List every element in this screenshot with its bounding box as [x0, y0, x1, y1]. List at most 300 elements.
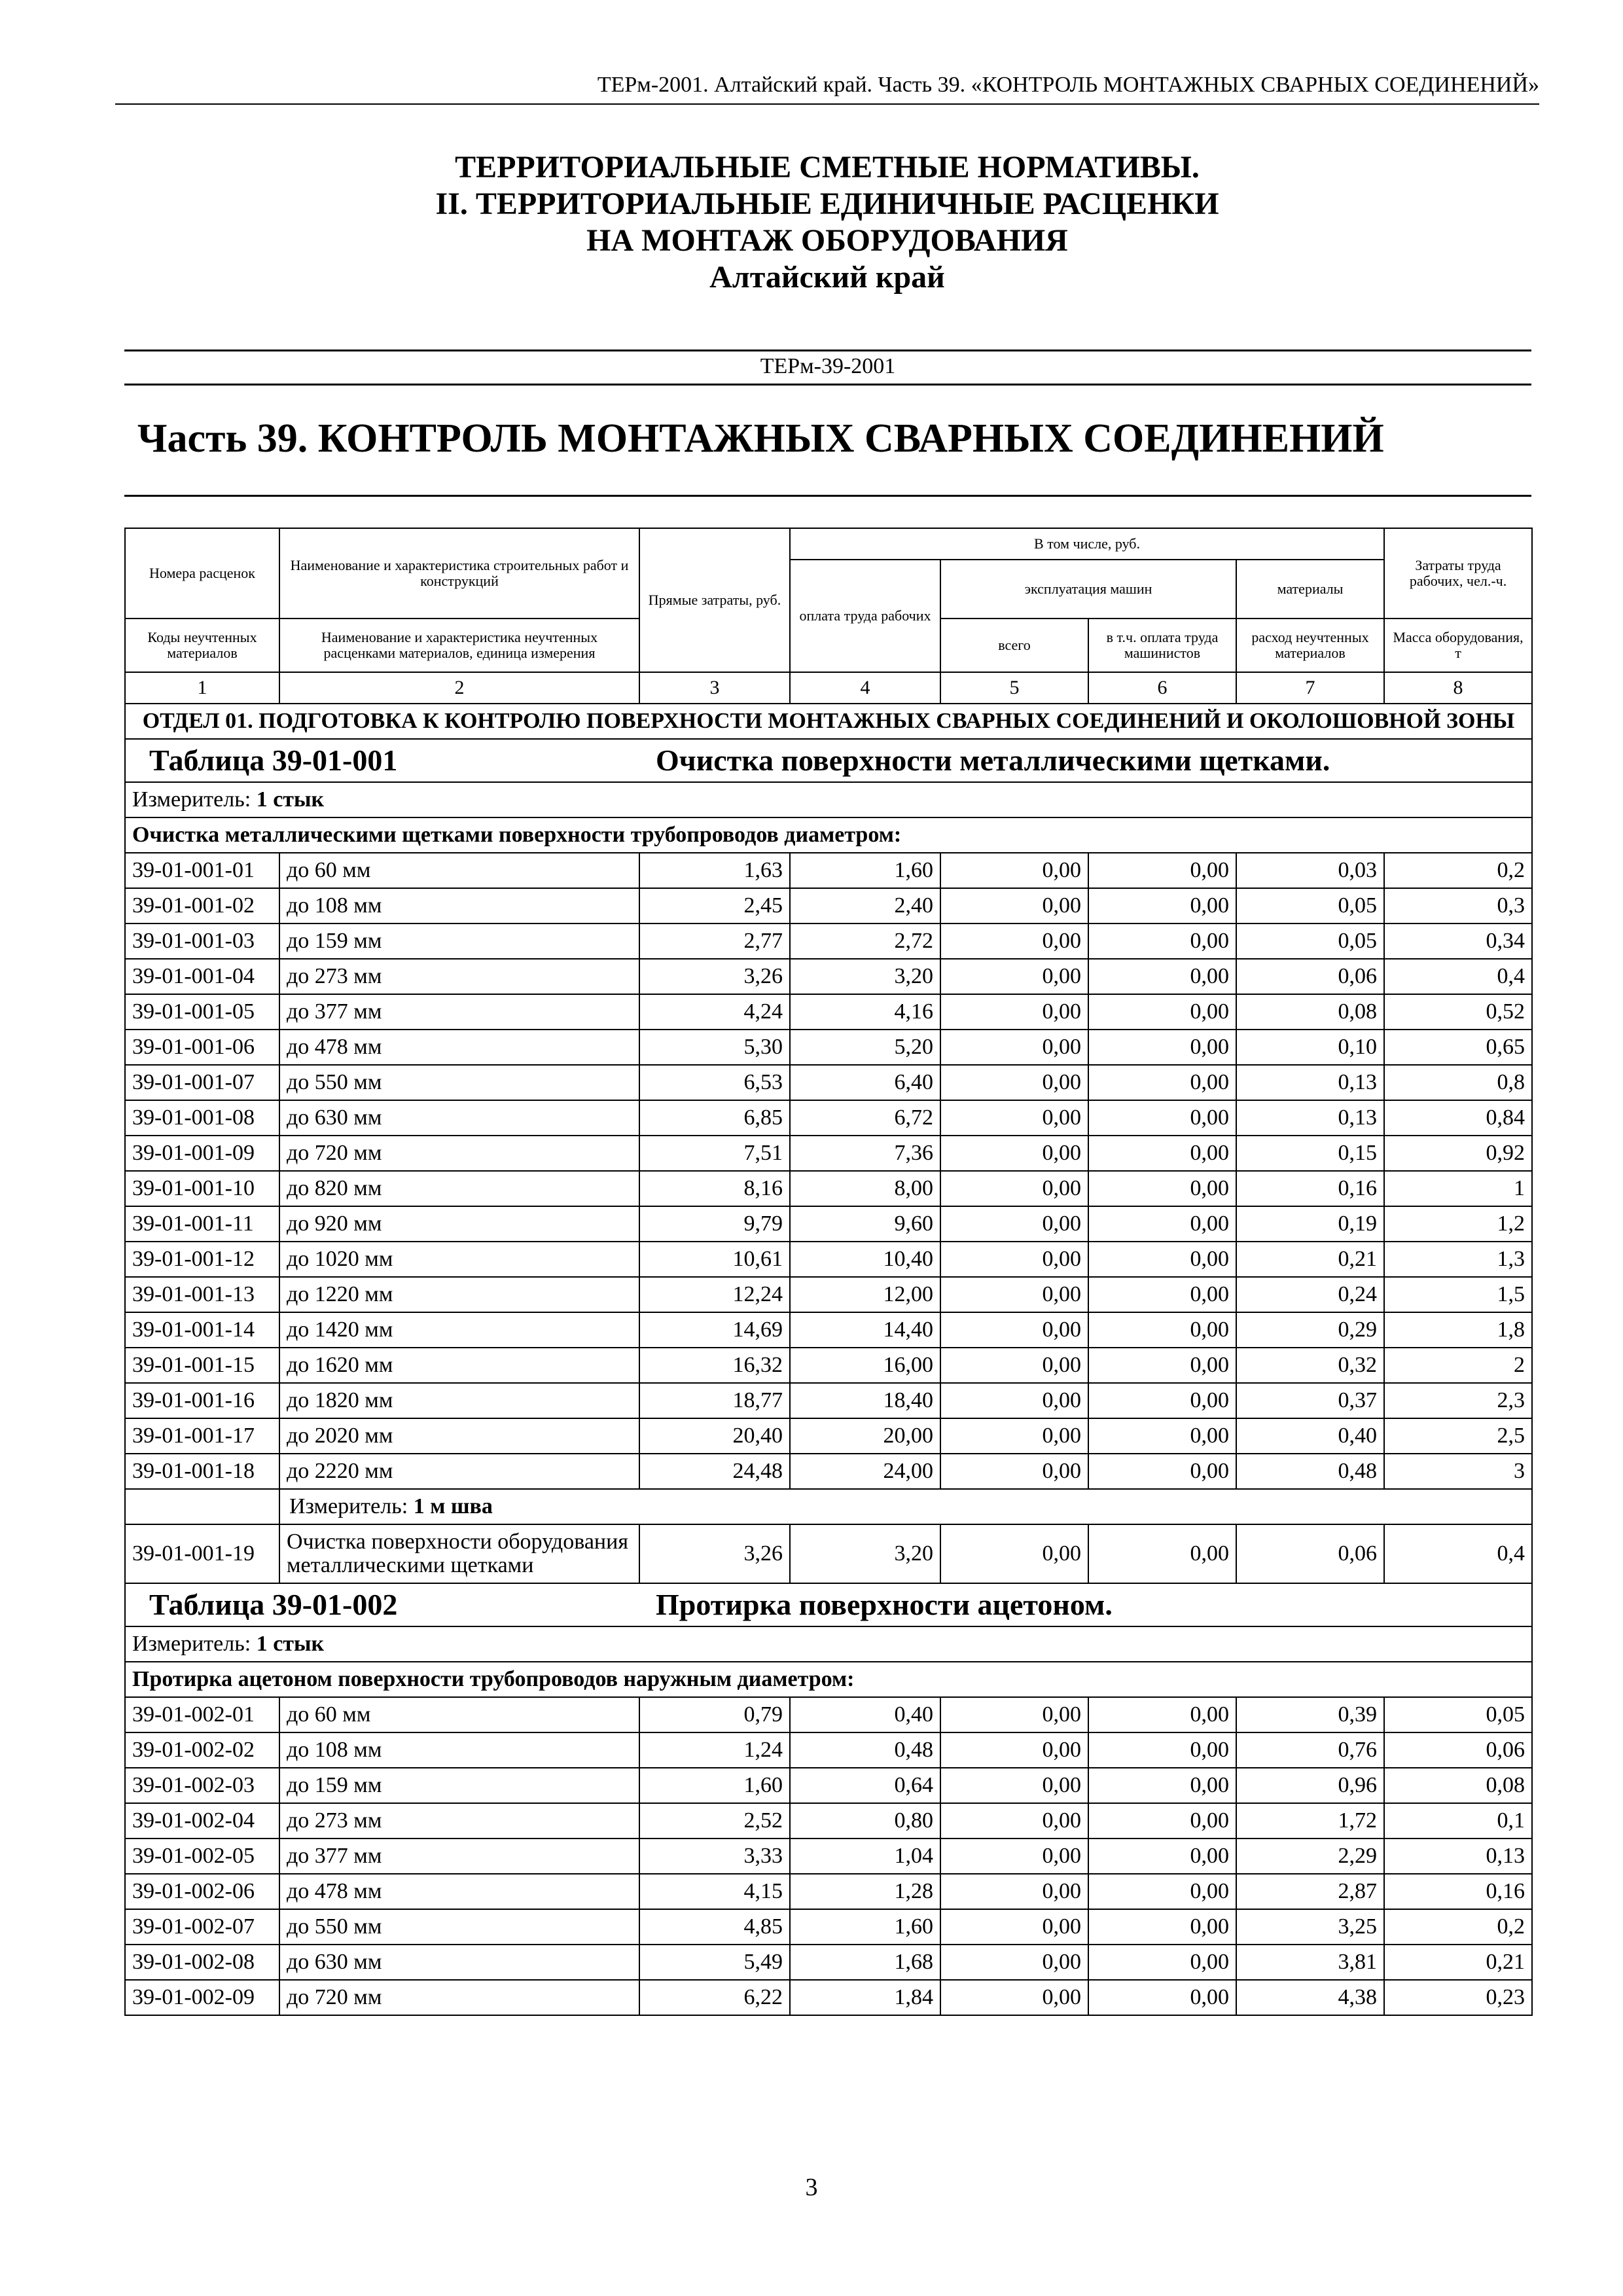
row-code: 39-01-001-15: [125, 1348, 279, 1383]
cell-machines-total: 0,00: [940, 1171, 1088, 1206]
table-row: [125, 1030, 1532, 1065]
column-number: 7: [1236, 672, 1384, 704]
cell-direct-costs: 2,77: [639, 924, 790, 959]
running-header: ТЕРм-2001. Алтайский край. Часть 39. «КОНТРОЛЬ МОНТАЖНЫХ СВАРНЫХ СОЕДИНЕНИЙ»: [597, 73, 1539, 97]
cell-machinist-wages: 0,00: [1088, 1100, 1236, 1136]
cell-materials: 0,24: [1236, 1277, 1384, 1312]
table-row: [125, 1312, 1532, 1348]
cell-direct-costs: 1,60: [639, 1768, 790, 1803]
table-2-heading: [125, 1583, 1532, 1626]
row-code: 39-01-002-07: [125, 1909, 279, 1945]
table-row: [125, 1348, 1532, 1383]
table-row: [125, 1065, 1532, 1100]
table-row: [125, 1383, 1532, 1418]
table-row: [125, 1909, 1532, 1945]
column-number: 1: [125, 672, 279, 704]
table-row: [125, 1206, 1532, 1242]
cell-machines-total: 0,00: [940, 853, 1088, 888]
cell-wages: 0,40: [790, 1697, 940, 1732]
row-name: Очистка поверхности оборудования металлическими щетками: [279, 1524, 639, 1583]
row-code: 39-01-002-03: [125, 1768, 279, 1803]
table-row: [125, 1874, 1532, 1909]
header-uncounted-names: Наименование и характеристика неучтенных расценками материалов, единица измерения: [279, 619, 639, 672]
table-row: [125, 1524, 1532, 1583]
header-machines: эксплуатация машин: [940, 560, 1236, 619]
cell-machines-total: 0,00: [940, 1732, 1088, 1768]
header-direct-costs: Прямые затраты, руб.: [639, 528, 790, 672]
cell-materials: 0,96: [1236, 1768, 1384, 1803]
cell-wages: 12,00: [790, 1277, 940, 1312]
cell-labor-costs: 1: [1384, 1171, 1532, 1206]
cell-machinist-wages: 0,00: [1088, 1732, 1236, 1768]
cell-direct-costs: 16,32: [639, 1348, 790, 1383]
cell-materials: 0,15: [1236, 1136, 1384, 1171]
cell-direct-costs: 6,53: [639, 1065, 790, 1100]
table-row: [125, 1454, 1532, 1489]
row-code: 39-01-002-01: [125, 1697, 279, 1732]
cell-machinist-wages: 0,00: [1088, 1454, 1236, 1489]
header-uncounted-codes: Коды неучтенных материалов: [125, 619, 279, 672]
cell-machines-total: 0,00: [940, 1383, 1088, 1418]
cell-labor-costs: 1,2: [1384, 1206, 1532, 1242]
cell-wages: 1,68: [790, 1945, 940, 1980]
cell-machinist-wages: 0,00: [1088, 1418, 1236, 1454]
cell-materials: 0,32: [1236, 1348, 1384, 1383]
header-wages: оплата труда рабочих: [790, 560, 940, 672]
table-row: [125, 1100, 1532, 1136]
cell-materials: 2,87: [1236, 1874, 1384, 1909]
cell-wages: 3,20: [790, 1524, 940, 1583]
cell-labor-costs: 0,65: [1384, 1030, 1532, 1065]
row-name: до 159 мм: [279, 924, 639, 959]
row-code: 39-01-001-08: [125, 1100, 279, 1136]
row-name: до 920 мм: [279, 1206, 639, 1242]
cell-machines-total: 0,00: [940, 994, 1088, 1030]
header-including: В том числе, руб.: [790, 528, 1384, 560]
cell-direct-costs: 14,69: [639, 1312, 790, 1348]
meter-value: 1 м шва: [413, 1494, 493, 1518]
cell-machinist-wages: 0,00: [1088, 1980, 1236, 2015]
cell-direct-costs: 8,16: [639, 1171, 790, 1206]
table-1-heading: [125, 739, 1532, 782]
header-total: всего: [940, 619, 1088, 672]
row-name: до 478 мм: [279, 1874, 639, 1909]
cell-labor-costs: 0,05: [1384, 1697, 1532, 1732]
cell-machinist-wages: 0,00: [1088, 1348, 1236, 1383]
cell-labor-costs: 0,4: [1384, 959, 1532, 994]
cell-wages: 1,60: [790, 853, 940, 888]
cell-machines-total: 0,00: [940, 1206, 1088, 1242]
section-title: ОТДЕЛ 01. ПОДГОТОВКА К КОНТРОЛЮ ПОВЕРХНОСТИ МОНТАЖНЫХ СВАРНЫХ СОЕДИНЕНИЙ И ОКОЛОШОВНОЙ ЗОНЫ: [125, 704, 1532, 739]
row-name: до 1820 мм: [279, 1383, 639, 1418]
cell-labor-costs: 0,1: [1384, 1803, 1532, 1839]
row-code: 39-01-001-12: [125, 1242, 279, 1277]
cell-labor-costs: 0,2: [1384, 853, 1532, 888]
cell-machines-total: 0,00: [940, 924, 1088, 959]
cell-materials: 0,37: [1236, 1383, 1384, 1418]
row-name: до 2020 мм: [279, 1418, 639, 1454]
cell-wages: 14,40: [790, 1312, 940, 1348]
cell-direct-costs: 2,45: [639, 888, 790, 924]
cell-wages: 0,48: [790, 1732, 940, 1768]
header-labor-costs: Затраты труда рабочих, чел.-ч.: [1384, 528, 1532, 619]
row-name: до 1220 мм: [279, 1277, 639, 1312]
row-code: 39-01-001-11: [125, 1206, 279, 1242]
cell-direct-costs: 18,77: [639, 1383, 790, 1418]
table-row: [125, 1839, 1532, 1874]
cell-machines-total: 0,00: [940, 1348, 1088, 1383]
cell-machinist-wages: 0,00: [1088, 1136, 1236, 1171]
cell-labor-costs: 0,8: [1384, 1065, 1532, 1100]
row-code: 39-01-001-02: [125, 888, 279, 924]
table-row: [125, 1136, 1532, 1171]
row-name: до 820 мм: [279, 1171, 639, 1206]
table-row: [125, 1171, 1532, 1206]
table-2-title: Протирка поверхности ацетоном.: [656, 1588, 1113, 1621]
title-line-3: НА МОНТАЖ ОБОРУДОВАНИЯ: [586, 223, 1068, 258]
cell-machinist-wages: 0,00: [1088, 1803, 1236, 1839]
row-code: 39-01-001-17: [125, 1418, 279, 1454]
cell-machines-total: 0,00: [940, 959, 1088, 994]
cell-labor-costs: 1,5: [1384, 1277, 1532, 1312]
cell-machinist-wages: 0,00: [1088, 1768, 1236, 1803]
row-code: 39-01-002-06: [125, 1874, 279, 1909]
table-2-meter: [125, 1626, 1532, 1662]
cell-wages: 1,60: [790, 1909, 940, 1945]
cell-materials: 0,40: [1236, 1418, 1384, 1454]
cell-labor-costs: 0,92: [1384, 1136, 1532, 1171]
cell-machinist-wages: 0,00: [1088, 1945, 1236, 1980]
cell-labor-costs: 0,52: [1384, 994, 1532, 1030]
cell-materials: 0,39: [1236, 1697, 1384, 1732]
cell-direct-costs: 7,51: [639, 1136, 790, 1171]
table-1-rows: [125, 853, 1532, 1489]
row-code: 39-01-001-19: [125, 1524, 279, 1583]
table-2-code: Таблица 39-01-002: [149, 1588, 398, 1621]
cell-materials: 0,05: [1236, 924, 1384, 959]
meter-value: 1 стык: [256, 787, 325, 812]
cell-machinist-wages: 0,00: [1088, 1383, 1236, 1418]
row-name: до 630 мм: [279, 1945, 639, 1980]
table-row: [125, 994, 1532, 1030]
cell-materials: 0,48: [1236, 1454, 1384, 1489]
column-number: 4: [790, 672, 940, 704]
cell-labor-costs: 2,3: [1384, 1383, 1532, 1418]
cell-labor-costs: 0,21: [1384, 1945, 1532, 1980]
cell-machinist-wages: 0,00: [1088, 959, 1236, 994]
cell-labor-costs: 3: [1384, 1454, 1532, 1489]
header-rate-numbers: Номера расценок: [125, 528, 279, 619]
column-number: 3: [639, 672, 790, 704]
cell-labor-costs: 0,4: [1384, 1524, 1532, 1583]
row-name: до 273 мм: [279, 1803, 639, 1839]
row-name: до 630 мм: [279, 1100, 639, 1136]
title-line-1: ТЕРРИТОРИАЛЬНЫЕ СМЕТНЫЕ НОРМАТИВЫ.: [455, 150, 1200, 185]
doc-code-rule-bottom: [124, 384, 1531, 386]
row-name: до 159 мм: [279, 1768, 639, 1803]
table-row: [125, 853, 1532, 888]
cell-machinist-wages: 0,00: [1088, 1030, 1236, 1065]
cell-machinist-wages: 0,00: [1088, 1277, 1236, 1312]
table-1-code: Таблица 39-01-001: [149, 744, 398, 777]
cell-materials: 4,38: [1236, 1980, 1384, 2015]
cell-materials: 0,08: [1236, 994, 1384, 1030]
row-name: до 108 мм: [279, 888, 639, 924]
cell-machines-total: 0,00: [940, 1030, 1088, 1065]
row-name: до 1420 мм: [279, 1312, 639, 1348]
cell-labor-costs: 1,8: [1384, 1312, 1532, 1348]
cell-machines-total: 0,00: [940, 1277, 1088, 1312]
row-name: до 60 мм: [279, 853, 639, 888]
cell-wages: 0,64: [790, 1768, 940, 1803]
row-code: 39-01-002-09: [125, 1980, 279, 2015]
table-row: [125, 1803, 1532, 1839]
cell-direct-costs: 10,61: [639, 1242, 790, 1277]
row-code: 39-01-001-10: [125, 1171, 279, 1206]
column-number: 5: [940, 672, 1088, 704]
row-name: до 377 мм: [279, 1839, 639, 1874]
cell-wages: 20,00: [790, 1418, 940, 1454]
page-number: 3: [805, 2174, 818, 2201]
title-line-4: Алтайский край: [709, 260, 945, 295]
cell-direct-costs: 6,22: [639, 1980, 790, 2015]
cell-materials: 0,16: [1236, 1171, 1384, 1206]
cell-labor-costs: 0,08: [1384, 1768, 1532, 1803]
row-code: 39-01-002-05: [125, 1839, 279, 1874]
cell-machines-total: 0,00: [940, 1697, 1088, 1732]
row-code: 39-01-001-01: [125, 853, 279, 888]
row-name: до 478 мм: [279, 1030, 639, 1065]
cell-labor-costs: 0,13: [1384, 1839, 1532, 1874]
cell-materials: 1,72: [1236, 1803, 1384, 1839]
cell-materials: 0,03: [1236, 853, 1384, 888]
table-1-title: Очистка поверхности металлическими щетками.: [656, 744, 1330, 777]
cell-wages: 24,00: [790, 1454, 940, 1489]
cell-machinist-wages: 0,00: [1088, 1312, 1236, 1348]
cell-direct-costs: 3,26: [639, 1524, 790, 1583]
doc-code-rule-top: [124, 350, 1531, 351]
cell-labor-costs: 0,16: [1384, 1874, 1532, 1909]
cell-wages: 4,16: [790, 994, 940, 1030]
cell-machines-total: 0,00: [940, 1768, 1088, 1803]
table-row: [125, 1945, 1532, 1980]
cell-materials: 0,19: [1236, 1206, 1384, 1242]
cell-machines-total: 0,00: [940, 1524, 1088, 1583]
row-name: до 550 мм: [279, 1909, 639, 1945]
cell-wages: 2,72: [790, 924, 940, 959]
cell-machinist-wages: 0,00: [1088, 994, 1236, 1030]
table-row: [125, 1768, 1532, 1803]
row-code: 39-01-001-04: [125, 959, 279, 994]
row-code: 39-01-001-14: [125, 1312, 279, 1348]
cell-direct-costs: 0,79: [639, 1697, 790, 1732]
cell-labor-costs: 0,84: [1384, 1100, 1532, 1136]
cell-machinist-wages: 0,00: [1088, 924, 1236, 959]
row-code: 39-01-002-02: [125, 1732, 279, 1768]
cell-labor-costs: 0,2: [1384, 1909, 1532, 1945]
column-number: 6: [1088, 672, 1236, 704]
table-2-rows: [125, 1697, 1532, 2015]
cell-machinist-wages: 0,00: [1088, 1909, 1236, 1945]
cell-labor-costs: 1,3: [1384, 1242, 1532, 1277]
meter-value: 1 стык: [256, 1632, 325, 1656]
cell-machines-total: 0,00: [940, 1136, 1088, 1171]
column-number: 8: [1384, 672, 1532, 704]
cell-wages: 9,60: [790, 1206, 940, 1242]
cell-labor-costs: 0,23: [1384, 1980, 1532, 2015]
cell-machines-total: 0,00: [940, 1874, 1088, 1909]
row-code: 39-01-002-08: [125, 1945, 279, 1980]
cell-machinist-wages: 0,00: [1088, 853, 1236, 888]
cell-machinist-wages: 0,00: [1088, 888, 1236, 924]
cell-materials: 3,25: [1236, 1909, 1384, 1945]
row-code: 39-01-001-09: [125, 1136, 279, 1171]
row-name: до 720 мм: [279, 1980, 639, 2015]
row-name: до 1020 мм: [279, 1242, 639, 1277]
cell-labor-costs: 0,06: [1384, 1732, 1532, 1768]
cell-machines-total: 0,00: [940, 1945, 1088, 1980]
table-row: [125, 1277, 1532, 1312]
cell-direct-costs: 9,79: [639, 1206, 790, 1242]
cell-wages: 6,40: [790, 1065, 940, 1100]
part-title: Часть 39. КОНТРОЛЬ МОНТАЖНЫХ СВАРНЫХ СОЕДИНЕНИЙ: [137, 416, 1384, 461]
cell-materials: 0,06: [1236, 1524, 1384, 1583]
row-code: 39-01-001-13: [125, 1277, 279, 1312]
table-row: [125, 1418, 1532, 1454]
cell-direct-costs: 3,26: [639, 959, 790, 994]
cell-direct-costs: 1,24: [639, 1732, 790, 1768]
row-code: 39-01-001-07: [125, 1065, 279, 1100]
row-name: до 108 мм: [279, 1732, 639, 1768]
cell-wages: 10,40: [790, 1242, 940, 1277]
cell-direct-costs: 5,30: [639, 1030, 790, 1065]
cell-direct-costs: 4,15: [639, 1874, 790, 1909]
row-name: до 2220 мм: [279, 1454, 639, 1489]
cell-machines-total: 0,00: [940, 1418, 1088, 1454]
cell-machinist-wages: 0,00: [1088, 1065, 1236, 1100]
cell-materials: 0,10: [1236, 1030, 1384, 1065]
header-equipment-mass: Масса оборудования, т: [1384, 619, 1532, 672]
cell-labor-costs: 0,3: [1384, 888, 1532, 924]
cell-materials: 0,13: [1236, 1100, 1384, 1136]
cell-labor-costs: 2,5: [1384, 1418, 1532, 1454]
document-title: [115, 149, 1539, 296]
row-name: до 1620 мм: [279, 1348, 639, 1383]
cell-labor-costs: 0,34: [1384, 924, 1532, 959]
cell-wages: 5,20: [790, 1030, 940, 1065]
cell-wages: 2,40: [790, 888, 940, 924]
rates-table: [124, 528, 1533, 2016]
cell-direct-costs: 20,40: [639, 1418, 790, 1454]
cell-wages: 8,00: [790, 1171, 940, 1206]
meter-label: Измеритель:: [132, 787, 251, 812]
cell-machinist-wages: 0,00: [1088, 1524, 1236, 1583]
cell-materials: 0,05: [1236, 888, 1384, 924]
table-row: [125, 959, 1532, 994]
cell-machines-total: 0,00: [940, 1312, 1088, 1348]
cell-materials: 0,21: [1236, 1242, 1384, 1277]
cell-direct-costs: 4,85: [639, 1909, 790, 1945]
cell-materials: 3,81: [1236, 1945, 1384, 1980]
cell-materials: 0,29: [1236, 1312, 1384, 1348]
cell-machines-total: 0,00: [940, 1454, 1088, 1489]
header-work-name: Наименование и характеристика строительных работ и конструкций: [279, 528, 639, 619]
column-number: 2: [279, 672, 639, 704]
table-row: [125, 1242, 1532, 1277]
cell-wages: 1,04: [790, 1839, 940, 1874]
cell-direct-costs: 12,24: [639, 1277, 790, 1312]
row-code: 39-01-001-06: [125, 1030, 279, 1065]
cell-machines-total: 0,00: [940, 1909, 1088, 1945]
cell-machinist-wages: 0,00: [1088, 1206, 1236, 1242]
cell-machines-total: 0,00: [940, 1980, 1088, 2015]
cell-wages: 18,40: [790, 1383, 940, 1418]
cell-materials: 0,13: [1236, 1065, 1384, 1100]
cell-wages: 16,00: [790, 1348, 940, 1383]
cell-direct-costs: 3,33: [639, 1839, 790, 1874]
cell-direct-costs: 4,24: [639, 994, 790, 1030]
cell-direct-costs: 5,49: [639, 1945, 790, 1980]
running-header-rule: [115, 103, 1539, 105]
row-code: 39-01-001-16: [125, 1383, 279, 1418]
cell-materials: 0,76: [1236, 1732, 1384, 1768]
row-code: 39-01-002-04: [125, 1803, 279, 1839]
cell-labor-costs: 2: [1384, 1348, 1532, 1383]
header-machinist-wages: в т.ч. оплата труда машинистов: [1088, 619, 1236, 672]
title-line-2: II. ТЕРРИТОРИАЛЬНЫЕ ЕДИНИЧНЫЕ РАСЦЕНКИ: [435, 187, 1219, 221]
cell-wages: 1,84: [790, 1980, 940, 2015]
cell-direct-costs: 1,63: [639, 853, 790, 888]
cell-materials: 2,29: [1236, 1839, 1384, 1874]
row-name: до 377 мм: [279, 994, 639, 1030]
cell-materials: 0,06: [1236, 959, 1384, 994]
cell-wages: 6,72: [790, 1100, 940, 1136]
cell-wages: 1,28: [790, 1874, 940, 1909]
table-1-meter: [125, 782, 1532, 817]
meter-label: Измеритель:: [132, 1632, 251, 1656]
cell-machinist-wages: 0,00: [1088, 1242, 1236, 1277]
cell-wages: 3,20: [790, 959, 940, 994]
row-code: 39-01-001-05: [125, 994, 279, 1030]
cell-direct-costs: 24,48: [639, 1454, 790, 1489]
cell-wages: 7,36: [790, 1136, 940, 1171]
table-1-meter-2: [279, 1489, 1532, 1524]
meter-label: Измеритель:: [289, 1494, 408, 1518]
cell-machinist-wages: 0,00: [1088, 1839, 1236, 1874]
row-name: до 273 мм: [279, 959, 639, 994]
part-title-rule: [124, 495, 1531, 497]
table-1-subheading: Очистка металлическими щетками поверхности трубопроводов диаметром:: [125, 817, 1532, 853]
row-name: до 550 мм: [279, 1065, 639, 1100]
cell-machines-total: 0,00: [940, 1242, 1088, 1277]
table-row: [125, 1732, 1532, 1768]
cell-direct-costs: 2,52: [639, 1803, 790, 1839]
cell-machines-total: 0,00: [940, 1803, 1088, 1839]
cell-machines-total: 0,00: [940, 1065, 1088, 1100]
header-uncounted-consumption: расход неучтенных материалов: [1236, 619, 1384, 672]
table-row: [125, 1980, 1532, 2015]
cell-machinist-wages: 0,00: [1088, 1697, 1236, 1732]
table-row: [125, 1697, 1532, 1732]
table-row: [125, 888, 1532, 924]
row-code: 39-01-001-18: [125, 1454, 279, 1489]
cell-machines-total: 0,00: [940, 888, 1088, 924]
row-name: до 60 мм: [279, 1697, 639, 1732]
doc-code: ТЕРм-39-2001: [760, 354, 896, 378]
cell-direct-costs: 6,85: [639, 1100, 790, 1136]
table-row: [125, 924, 1532, 959]
cell-machinist-wages: 0,00: [1088, 1171, 1236, 1206]
